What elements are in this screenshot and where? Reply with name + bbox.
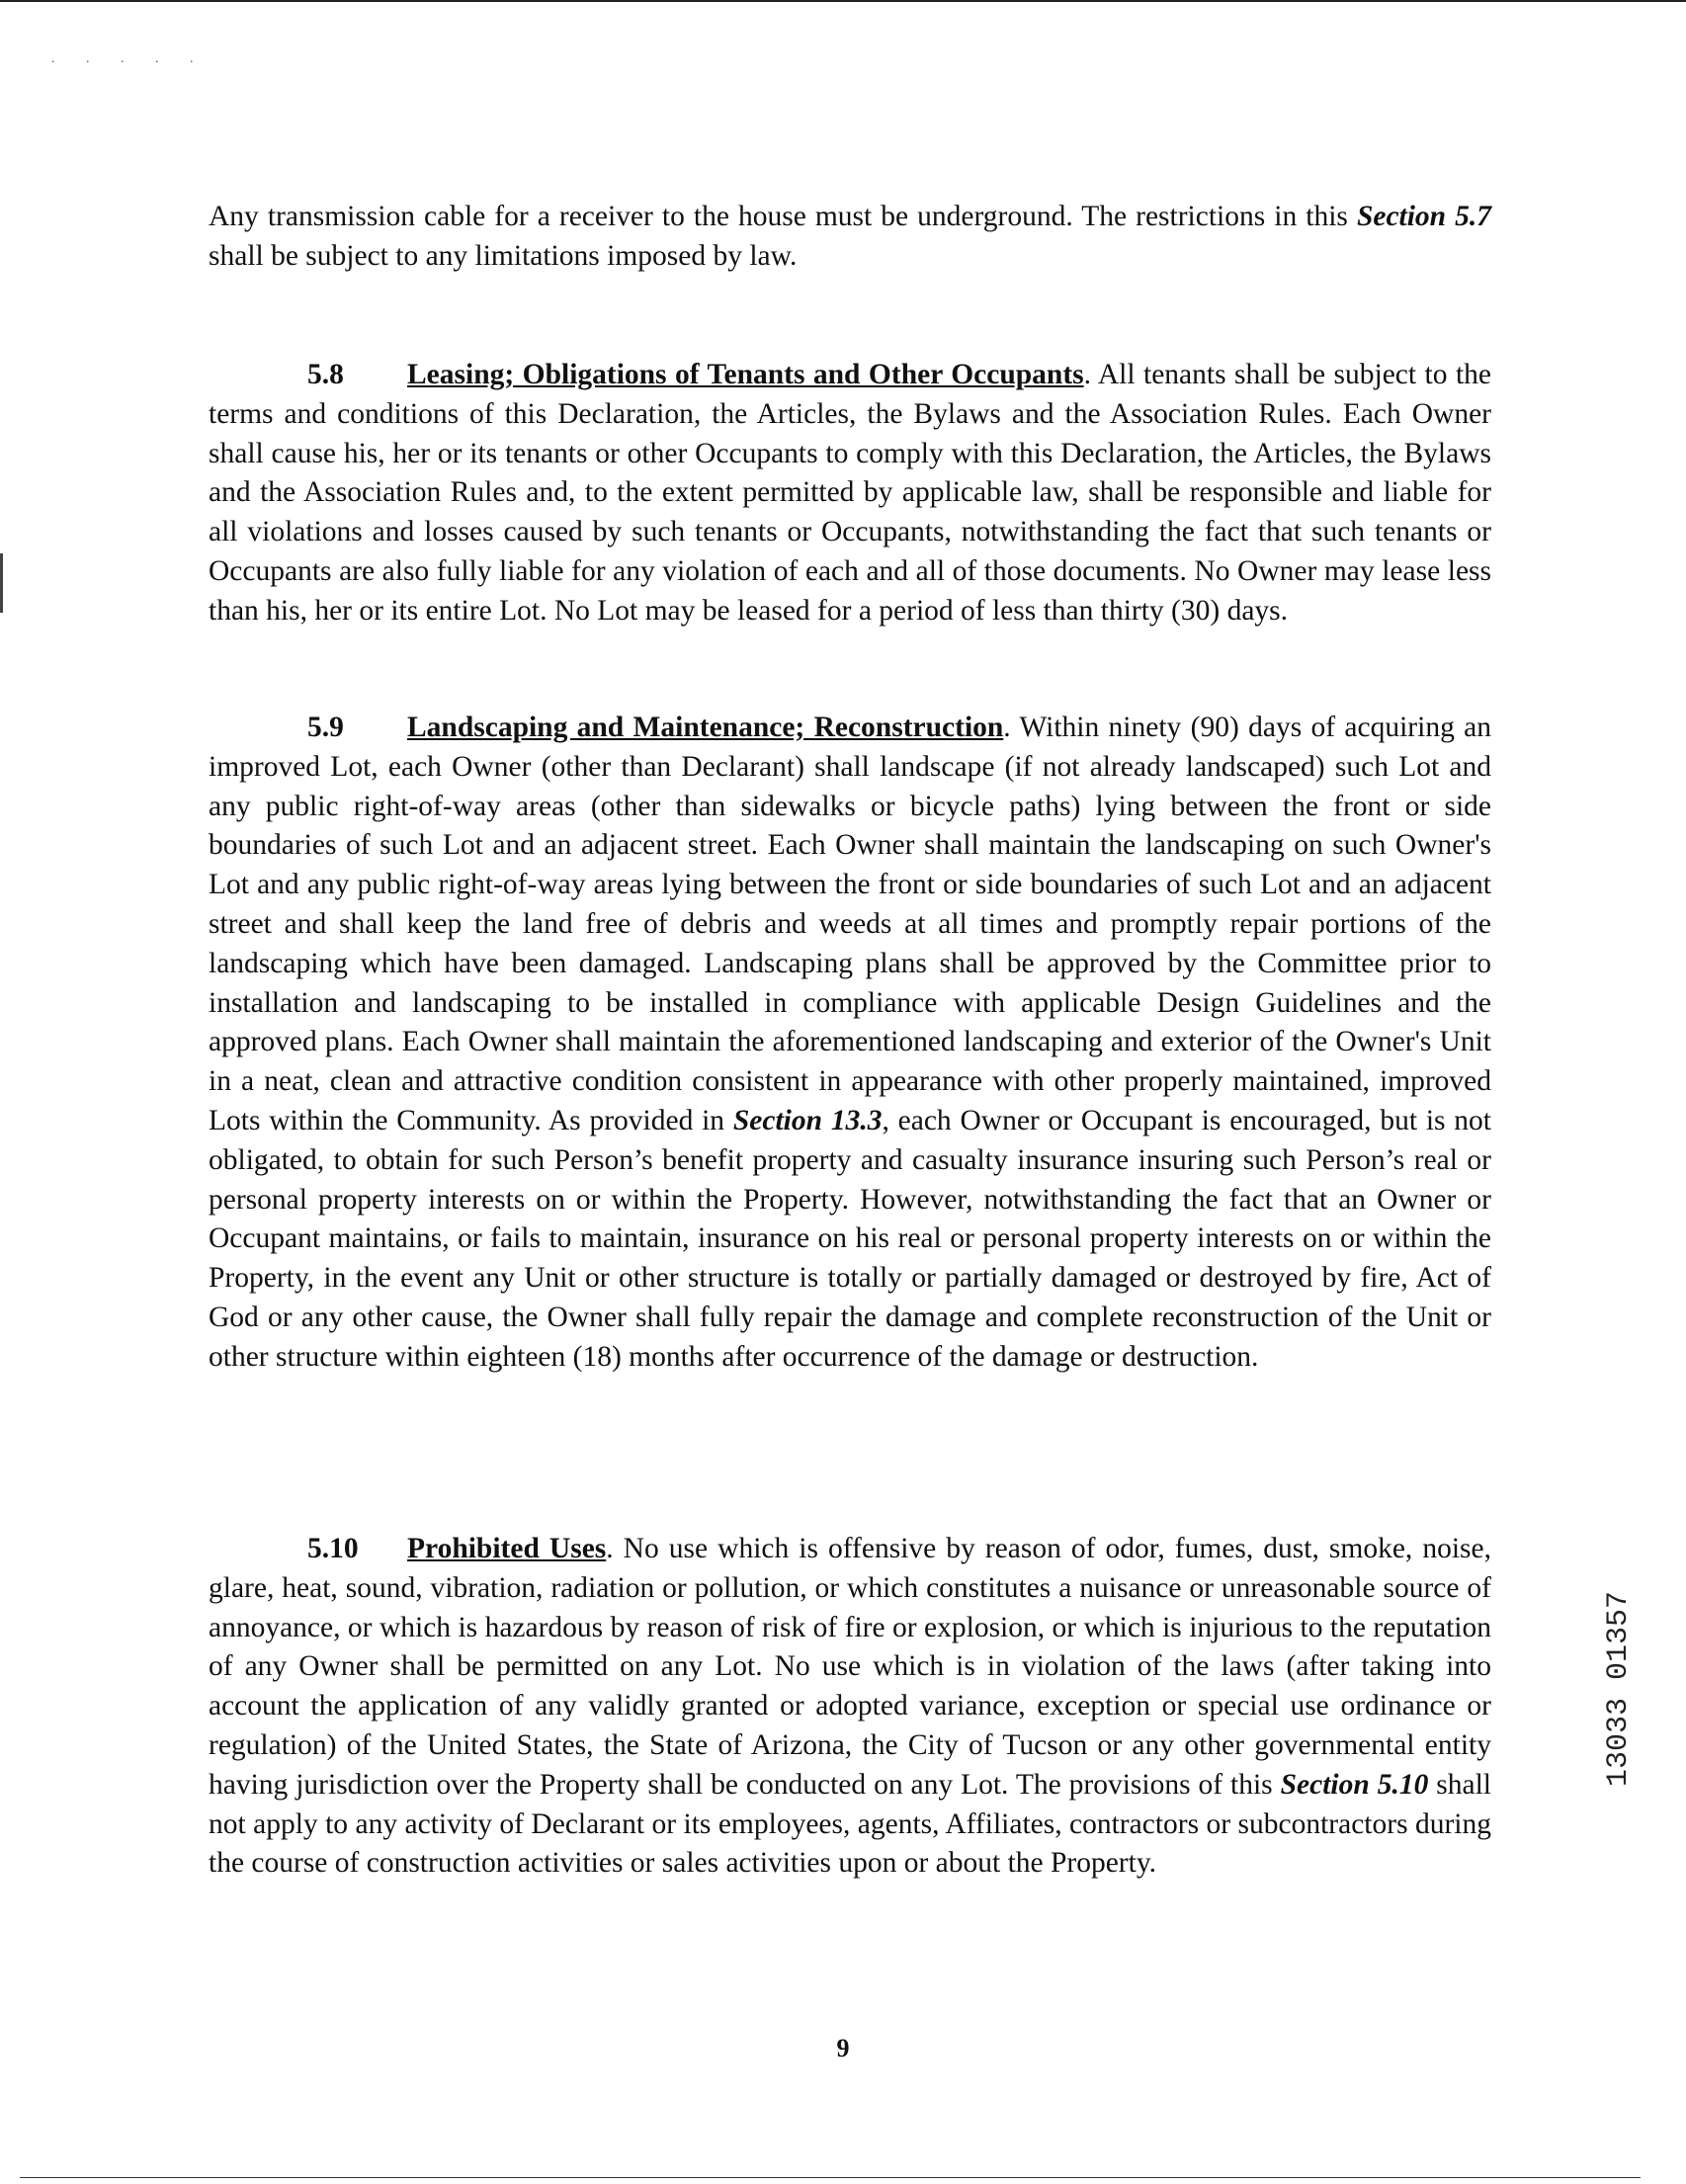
section-5-7-continuation	[209, 198, 1491, 277]
section-body-part2: shall not apply to any activity of Declarant or its employees, agents, Affiliates, contractors or subcontractors during the course of construction activities or sales activities upon or about the Property.	[209, 1768, 1491, 1880]
section-reference: Section 5.7	[1356, 201, 1491, 232]
section-5-8	[209, 356, 1491, 631]
continuation-text-end: shall be subject to any limitations imposed by law.	[209, 239, 798, 272]
continuation-text-start: Any transmission cable for a receiver to the house must be underground. The restrictions in this	[209, 201, 1357, 232]
section-number: 5.8	[307, 359, 344, 390]
section-5-10	[209, 1530, 1491, 1884]
scan-border-bottom	[20, 2177, 1641, 2178]
scan-specks: . . . . .	[51, 51, 208, 66]
recording-number: 13033 01357	[1602, 1591, 1636, 1788]
section-title: Prohibited Uses	[407, 1533, 607, 1564]
section-paragraph	[209, 709, 1491, 1378]
section-paragraph	[209, 356, 1491, 631]
section-title: Leasing; Obligations of Tenants and Other Occupants	[407, 359, 1084, 390]
continuation-paragraph	[209, 198, 1491, 277]
section-reference: Section 5.10	[1280, 1768, 1429, 1801]
section-body: . All tenants shall be subject to the terms and conditions of this Declaration, the Articles, the Bylaws and the Association Rules. Each Owner shall cause his, her or its tenants or other Occupants to comply with this Declaration, the Articles, the Bylaws and the Association Rules and, to the extent permitted by applicable law, shall be responsible and liable for all violations and losses caused by such tenants or Occupants, notwithstanding the fact that such tenants or Occupants are also fully liable for any violation of each and all of those documents. No Owner may lease less than his, her or its entire Lot. No Lot may be leased for a period of less than thirty (30) days.	[209, 359, 1491, 627]
scan-border-top	[0, 0, 1686, 2]
section-body-part2: , each Owner or Occupant is encouraged, but is not obligated, to obtain for such Person’s benefit property and casualty insurance insuring such Person’s real or personal property interests on or within the Property. However, notwithstanding the fact that an Owner or Occupant maintains, or fails to maintain, insurance on his real or personal property interests on or within the Property, in the event any Unit or other structure is totally or partially damaged or destroyed by fire, Act of God or any other cause, the Owner shall fully repair the damage and complete reconstruction of the Unit or other structure within eighteen (18) months after occurrence of the damage or destruction.	[209, 1104, 1492, 1373]
scan-edge-mark	[0, 553, 3, 613]
section-body-part1: . Within ninety (90) days of acquiring an improved Lot, each Owner (other than Declarant) shall landscape (if not already landscaped) such Lot and any public right-of-way areas (other than sidewalks or bicycle paths) lying between the front or side boundaries of such Lot and an adjacent street. Each Owner shall maintain the landscaping on such Owner's Lot and any public right-of-way areas lying between the front or side boundaries of such Lot and an adjacent street and shall keep the land free of debris and weeds at all times and promptly repair portions of the landscaping which have been damaged. Landscaping plans shall be approved by the Committee prior to installation and landscaping to be installed in compliance with applicable Design Guidelines and the approved plans. Each Owner shall maintain the aforementioned landscaping and exterior of the Owner's Unit in a neat, clean and attractive condition consistent in appearance with other properly maintained, improved Lots within the Community. As provided in	[209, 712, 1491, 1136]
page-number: 9	[836, 2034, 850, 2062]
section-title: Landscaping and Maintenance; Reconstruction	[407, 712, 1004, 743]
section-5-9	[209, 709, 1491, 1378]
section-number: 5.9	[307, 712, 344, 743]
section-reference: Section 13.3	[732, 1104, 883, 1136]
section-paragraph	[209, 1530, 1491, 1884]
section-body-part1: . No use which is offensive by reason of odor, fumes, dust, smoke, noise, glare, heat, sound, vibration, radiation or pollution, or which constitutes a nuisance or unreasonable source of annoyance, or which is hazardous by reason of risk of fire or explosion, or which is injurious to the reputation of any Owner shall be permitted on any Lot. No use which is in violation of the laws (after taking into account the application of any validly granted or adopted variance, exception or special use ordinance or regulation) of the United States, the State of Arizona, the City of Tucson or any other governmental entity having jurisdiction over the Property shall be conducted on any Lot. The provisions of this	[209, 1533, 1491, 1801]
section-number: 5.10	[307, 1533, 359, 1564]
